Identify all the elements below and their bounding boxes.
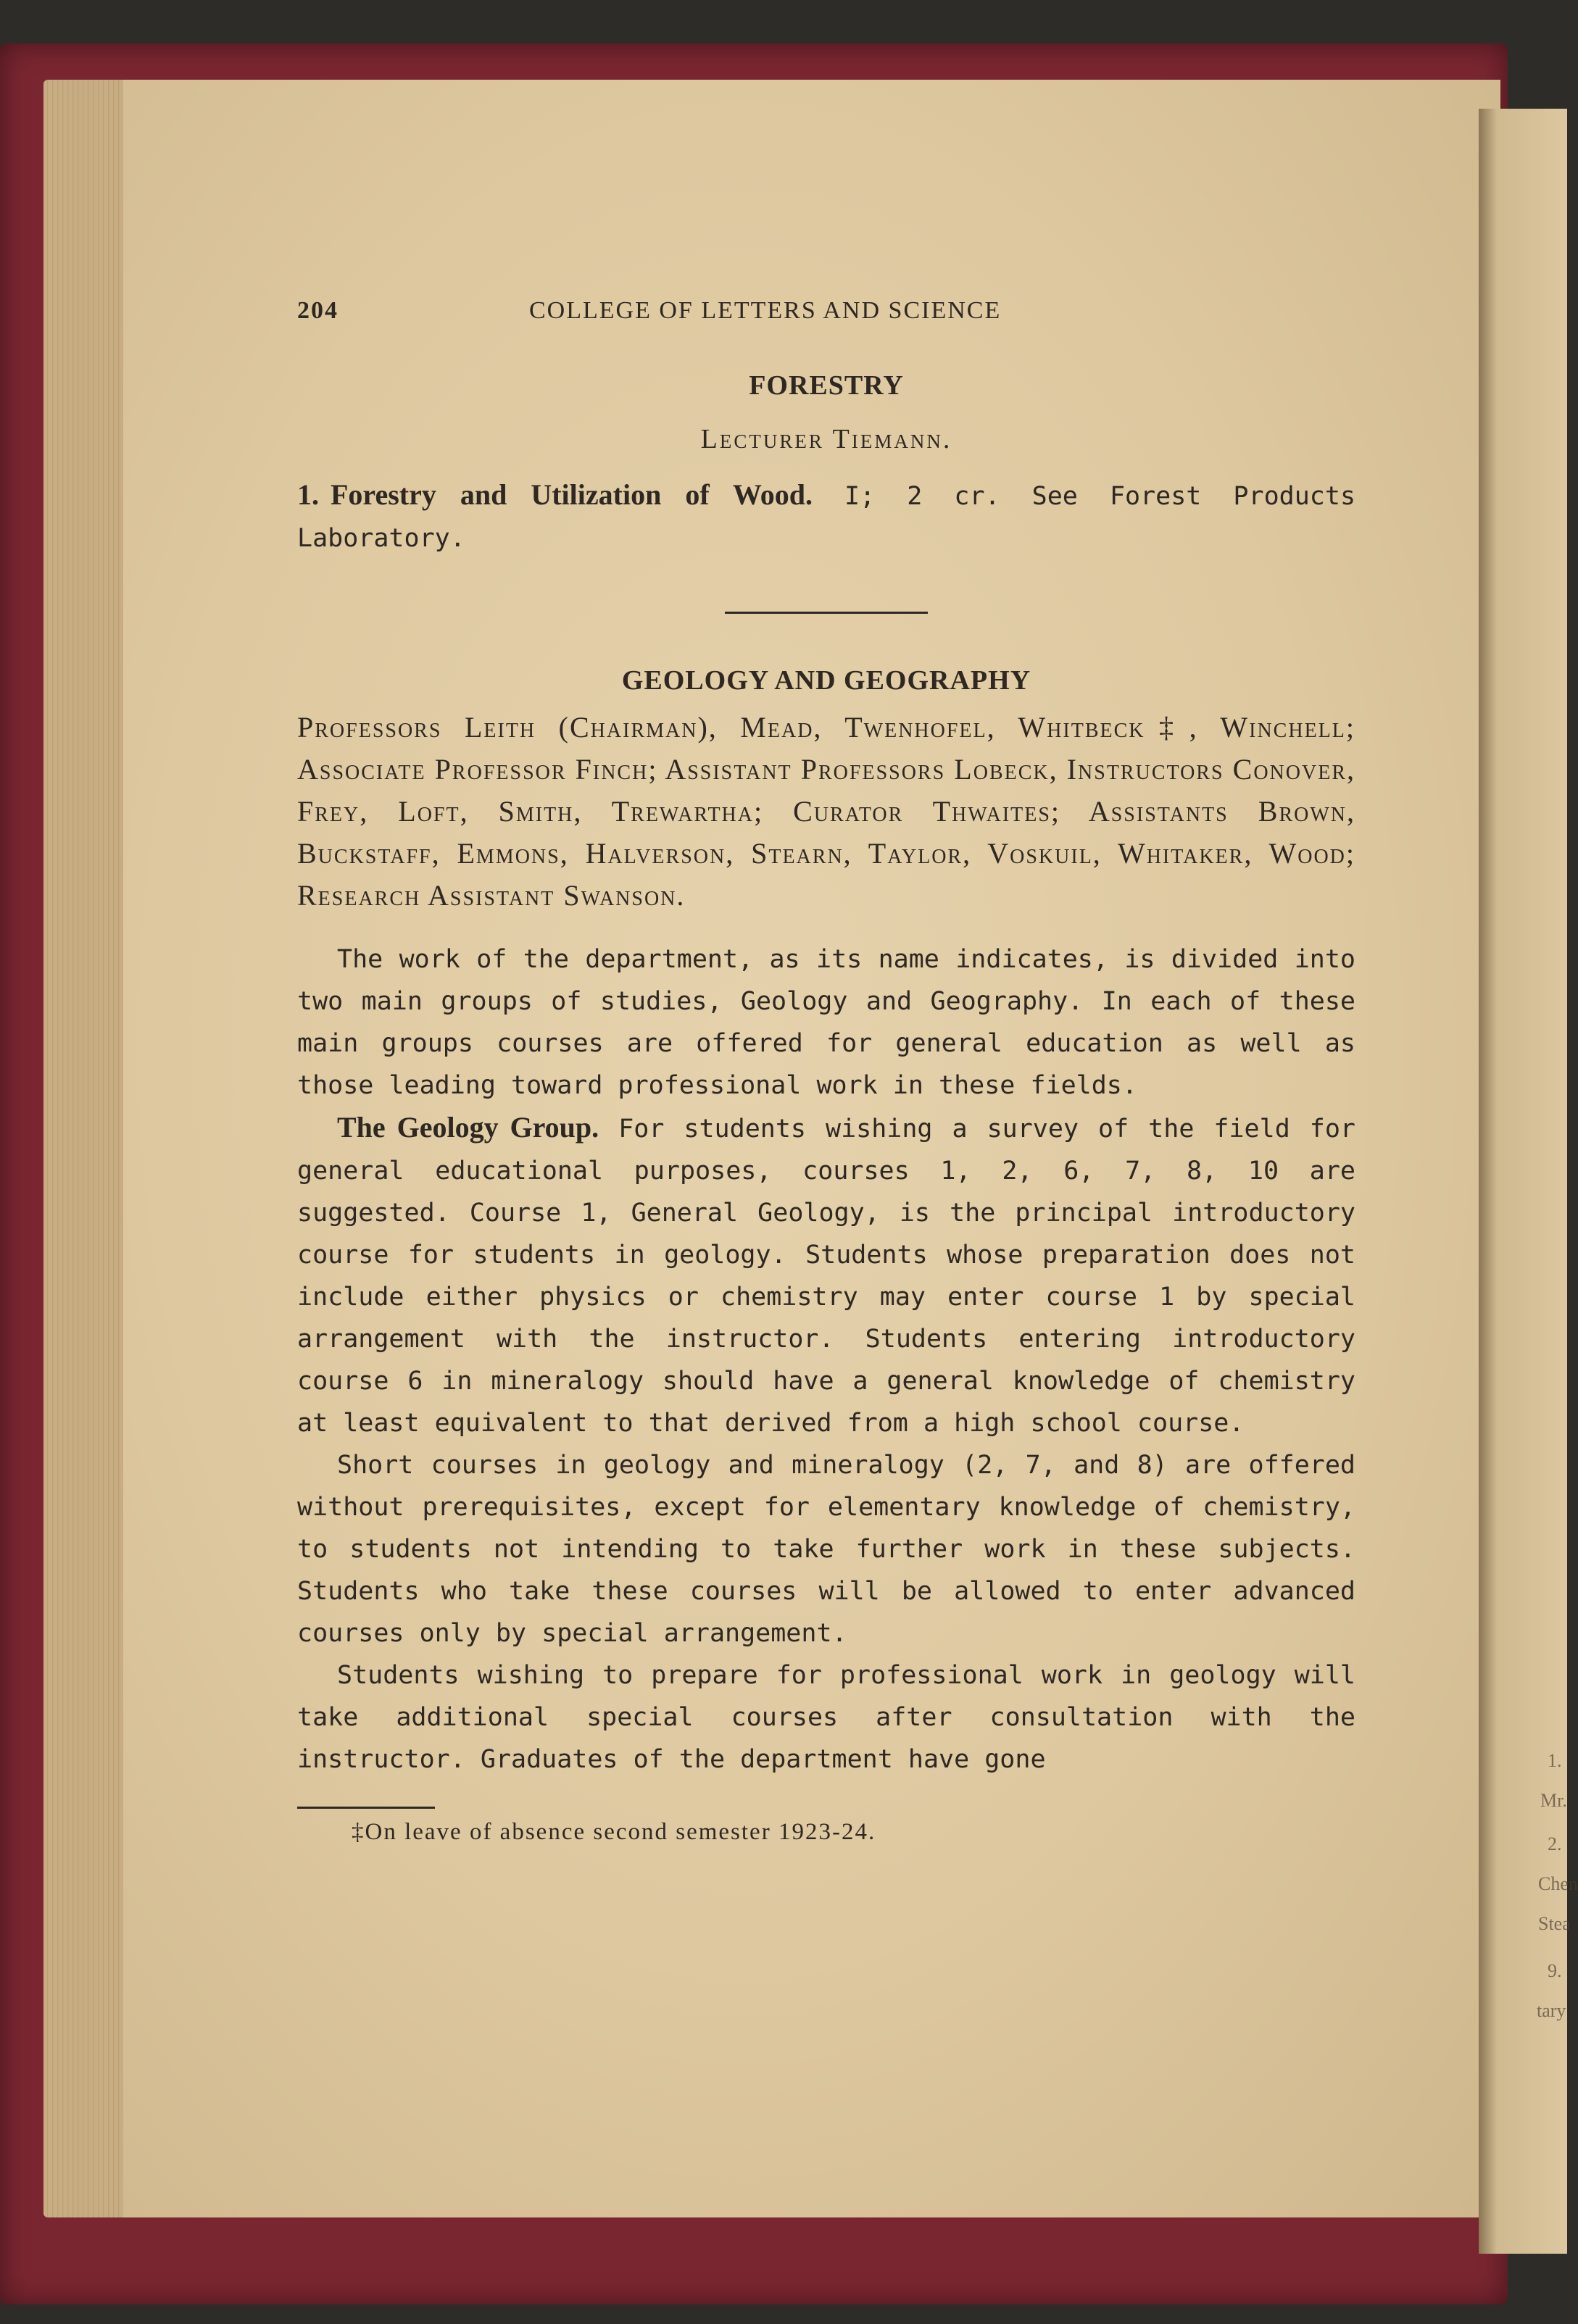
page-number: 204 xyxy=(297,297,339,324)
professional-paragraph: Students wishing to prepare for professional work in geology will take additional special courses after consultation with the instructor. Graduates of the department have gone xyxy=(297,1661,1355,1774)
short-courses-paragraph: Short courses in geology and mineralogy (2, 7, and 8) are offered without prerequisites, except for elementary knowledge of chemistry, to students not intending to take further work in these subjects. Students who take these courses will be allowed to enter advanced courses only by special arrangement. xyxy=(297,1451,1355,1648)
geology-heading: GEOLOGY AND GEOGRAPHY xyxy=(621,665,1031,696)
facing-page-fragment: Mr. xyxy=(1540,1790,1567,1811)
facing-page-fragment: Stea xyxy=(1538,1913,1571,1934)
running-title: COLLEGE OF LETTERS AND SCIENCE xyxy=(529,297,1002,324)
geology-group-lead: The Geology Group. xyxy=(337,1111,599,1144)
page-content xyxy=(297,297,1355,1846)
forestry-course xyxy=(297,474,1355,559)
section-divider xyxy=(725,612,928,614)
facing-page-fragment: 1. xyxy=(1548,1750,1562,1771)
facing-page-fragment: tary xyxy=(1537,2000,1566,2021)
footnote-rule xyxy=(297,1807,435,1809)
course-details: I; 2 cr. See Forest Products Laboratory. xyxy=(297,482,1356,553)
facing-page-fragment: 9. xyxy=(1548,1960,1562,1981)
course-number: 1. xyxy=(297,478,319,511)
course-title: Forestry and Utilization of Wood. xyxy=(331,478,813,511)
footnote: ‡On leave of absence second semester 1923-24. xyxy=(352,1819,876,1845)
geology-group-paragraph xyxy=(297,1107,1355,1444)
forestry-staff: Lecturer Tiemann. xyxy=(700,424,952,454)
geology-group-text: For students wishing a survey of the field for general educational purposes, courses 1, 2, 6, 7, 8, 10 are suggested. Course 1, General Geology, is the principal introductory course for students in geology. Students whose preparation does not include either physics or chemistry may enter course 1 by special arrangement with the instructor. Students entering introductory course 6 in mineralogy should have a general knowledge of chemistry at least equivalent to that derived from a high school course. xyxy=(297,1115,1355,1438)
geology-staff: Professors Leith (Chairman), Mead, Twenhofel, Whitbeck‡, Winchell; Associate Professor Finch; Assistant Professors Lobeck, Instructors Conover, Frey, Loft, Smith, Trewartha; Curator Thwaites; Assistants Brown, Buckstaff, Emmons, Halverson, Stearn, Taylor, Voskuil, Whitaker, Wood; Research Assistant Swanson. xyxy=(297,711,1355,912)
intro-paragraph: The work of the department, as its name indicates, is divided into two main groups of studies, Geology and Geography. In each of these main groups courses are offered for general education as well as those leading toward professional work in these fields. xyxy=(297,945,1355,1100)
facing-page-fragment: Chen xyxy=(1538,1873,1578,1894)
facing-page-fragment: 2. xyxy=(1548,1833,1562,1854)
running-header xyxy=(297,297,1355,341)
forestry-heading: FORESTRY xyxy=(749,370,904,401)
